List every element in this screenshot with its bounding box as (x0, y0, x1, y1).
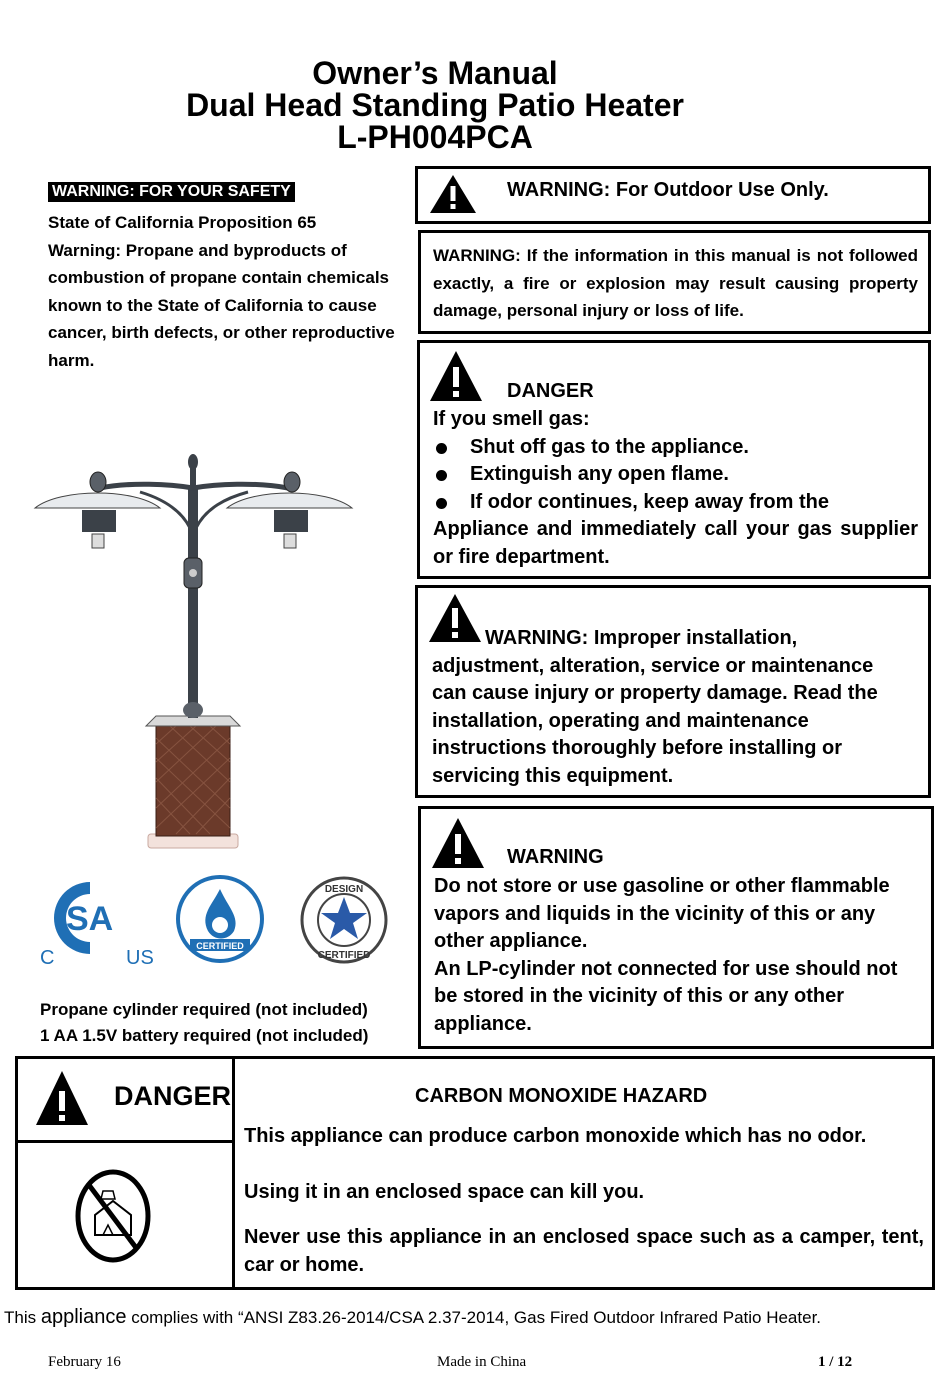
installation-warning-box (415, 585, 931, 798)
gas-danger-tail: Appliance and immediately call your gas supplier or fire department. (433, 518, 918, 568)
flammable-warning-body (434, 873, 924, 1038)
flammable-warning-heading: WARNING (507, 846, 604, 868)
danger-triangle-icon (34, 1069, 90, 1127)
compliance-prefix: This (4, 1308, 37, 1327)
manual-title: Owner’s Manual (312, 55, 558, 91)
info-warning-text: WARNING: If the information in this manual is not followed exactly, a fire or explosion may result causing property damage, personal injury or loss of life. (433, 246, 918, 320)
outdoor-warning-box (415, 166, 931, 224)
footer-made-in: Made in China (437, 1354, 527, 1370)
design-certified-label: CERTIFIED (317, 950, 371, 961)
info-warning-box (418, 230, 931, 334)
certified-logo (172, 875, 268, 963)
left-burner (82, 510, 116, 532)
right-reflector (227, 493, 352, 508)
compliance-word: appliance (40, 1306, 127, 1328)
co-p1: This appliance can produce carbon monoxide which has no odor. (244, 1125, 867, 1147)
footer-page-number: 1 / 12 (818, 1354, 853, 1370)
flammable-warning-p2: An LP-cylinder not connected for use should not be stored in the vicinity of this or any other appliance. (434, 957, 898, 1035)
gas-danger-box (417, 340, 931, 579)
co-hazard-box (15, 1056, 935, 1290)
footer-date: February 16 (48, 1354, 121, 1370)
gas-danger-intro: If you smell gas: (433, 408, 590, 430)
co-hazard-heading: CARBON MONOXIDE HAZARD (415, 1085, 708, 1107)
gas-danger-body (433, 406, 918, 571)
co-p3: Never use this appliance in an enclosed space such as a camper, tent, car or home. (244, 1226, 924, 1276)
no-indoor-use-icon (75, 1169, 151, 1263)
safety-badge-label: WARNING: FOR YOUR SAFETY (48, 182, 295, 202)
csa-c-label: C (40, 947, 55, 969)
prop65-text: Warning: Propane and byproducts of combustion of propane contain chemicals known to the State of California to cause cancer, birth defects, or other reproductive harm. (48, 240, 395, 370)
flammable-warning-box (418, 806, 934, 1049)
outdoor-warning-text: WARNING: For Outdoor Use Only. (507, 179, 829, 201)
requirements (40, 997, 368, 1049)
heater-post (188, 488, 198, 718)
gas-danger-list (433, 434, 918, 517)
installation-warning-lead: WARNING: Improper installation, (485, 627, 798, 649)
csa-logo (40, 872, 154, 969)
co-divider-horizontal (18, 1140, 232, 1143)
co-p2: Using it in an enclosed space can kill you. (244, 1181, 645, 1203)
danger-triangle-icon (428, 349, 484, 403)
gas-step-1: Shut off gas to the appliance. (433, 434, 918, 462)
warning-triangle-icon (430, 816, 486, 870)
patio-heater-illustration (30, 448, 360, 853)
left-reflector (35, 493, 160, 508)
prop65-block (48, 209, 418, 374)
flammable-warning-p1: Do not store or use gasoline or other flammable vapors and liquids in the vicinity of this or any other appliance. (434, 875, 890, 952)
installation-warning-body: adjustment, alteration, service or maintenance can cause injury or property damage. Read the installation, operating and maintenance instructions thoroughly before installing or servicing this equipment. (432, 654, 878, 787)
product-name: Dual Head Standing Patio Heater (186, 87, 684, 123)
gas-step-3: If odor continues, keep away from the (433, 489, 918, 517)
gas-step-2: Extinguish any open flame. (433, 461, 918, 489)
gas-danger-heading: DANGER (507, 380, 594, 402)
warning-triangle-icon (428, 173, 478, 215)
requirement-propane: Propane cylinder required (not included) (40, 1000, 368, 1019)
certified-label: CERTIFIED (196, 941, 244, 951)
post-finial (188, 454, 198, 470)
heater-base (156, 726, 230, 836)
compliance-statement (4, 1306, 821, 1329)
co-danger-label: DANGER (114, 1081, 232, 1111)
co-divider-vertical (232, 1059, 235, 1287)
prop65-heading: State of California Proposition 65 (48, 213, 317, 232)
csa-us-label: US (126, 947, 154, 969)
model-number: L-PH004PCA (337, 119, 533, 155)
compliance-rest: complies with “ANSI Z83.26-2014/CSA 2.37-2014, Gas Fired Outdoor Infrared Patio Heater. (131, 1308, 822, 1327)
requirement-battery: 1 AA 1.5V battery required (not included) (40, 1026, 369, 1045)
svg-text:SA: SA (66, 900, 114, 938)
safety-badge (48, 182, 295, 202)
installation-warning-text (432, 625, 912, 790)
design-certified-logo (296, 875, 396, 965)
design-label: DESIGN (324, 884, 364, 895)
right-burner (274, 510, 308, 532)
